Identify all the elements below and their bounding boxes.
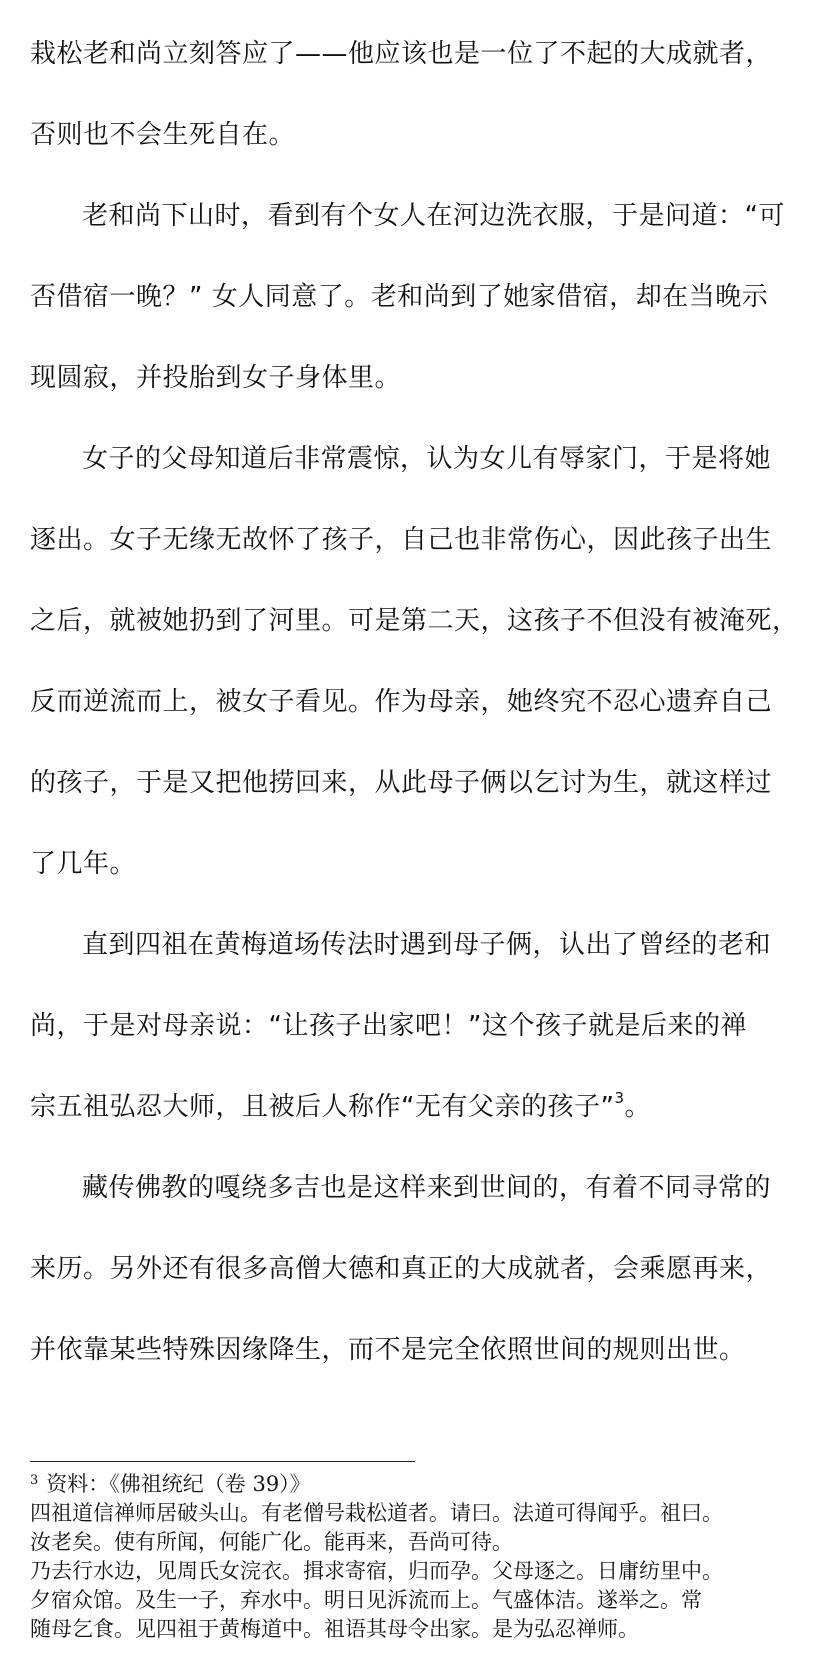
text-line: 否则也不会生死自在。 [30,120,296,150]
text-line: 否借宿一晚？” 女人同意了。老和尚到了她家借宿，却在当晚示 [30,282,769,312]
text-line: 藏传佛教的嘎绕多吉也是这样来到世间的，有着不同寻常的 [82,1173,772,1203]
text-line: 逐出。女子无缘无故怀了孩子，自己也非常伤心，因此孩子出生 [30,525,773,555]
footnote-line: 四祖道信禅师居破头山。有老僧号栽松道者。请曰。法道可得闻乎。祖曰。 [30,1501,723,1525]
text-line: 老和尚下山时，看到有个女人在河边洗衣服，于是问道：“可 [82,201,785,231]
footnote [30,1470,820,1644]
text-line: 的孩子，于是又把他捞回来，从此母子俩以乞讨为生，就这样过 [30,768,773,798]
footnote-line: 汝老矣。使有所闻，何能广化。能再来，吾尚可待。 [30,1530,513,1554]
text-line: 栽松老和尚立刻答应了——他应该也是一位了不起的大成就者， [30,39,773,69]
text-line: 现圆寂，并投胎到女子身体里。 [30,363,402,393]
paragraph [30,1148,810,1391]
footnote-line: 乃去行水边，见周氏女浣衣。揖求寄宿，归而孕。父母逐之。日庸纺里中。 [30,1559,723,1583]
text-line-content: 宗五祖弘忍大师，且被后人称作“无有父亲的孩子” [30,1092,615,1122]
paragraph [30,14,810,176]
footnote-line: 夕宿众馆。及生一子，弃水中。明日见泝流而上。气盛体洁。遂举之。常 [30,1588,702,1612]
text-line: 来历。另外还有很多高僧大德和真正的大成就者，会乘愿再来， [30,1254,773,1284]
footnote-source: 资料：《佛祖统纪（卷 39）》 [46,1472,311,1496]
text-line: 女子的父母知道后非常震惊，认为女儿有辱家门，于是将她 [82,444,772,474]
text-line-tail: 。 [624,1092,652,1122]
text-line: 了几年。 [30,849,137,879]
paragraph [30,176,810,419]
footnote-mark: 3 [30,1473,39,1488]
text-line: 之后，就被她扔到了河里。可是第二天，这孩子不但没有被淹死， [30,606,799,636]
text-line: 尚，于是对母亲说：“让孩子出家吧！”这个孩子就是后来的禅 [30,1011,747,1041]
footnote-source-line [30,1470,820,1499]
paragraph [30,905,810,1148]
text-line: 反而逆流而上，被女子看见。作为母亲，她终究不忍心遗弃自己 [30,687,773,717]
body-text [30,14,810,1391]
footnote-line: 随母乞食。见四祖于黄梅道中。祖语其母令出家。是为弘忍禅师。 [30,1617,639,1641]
text-line [30,1067,810,1148]
text-line: 并依靠某些特殊因缘降生，而不是完全依照世间的规则出世。 [30,1335,746,1365]
text-line: 直到四祖在黄梅道场传法时遇到母子俩，认出了曾经的老和 [82,930,772,960]
footnote-reference[interactable]: 3 [614,1089,625,1107]
paragraph [30,419,810,905]
footnote-divider [30,1461,415,1462]
